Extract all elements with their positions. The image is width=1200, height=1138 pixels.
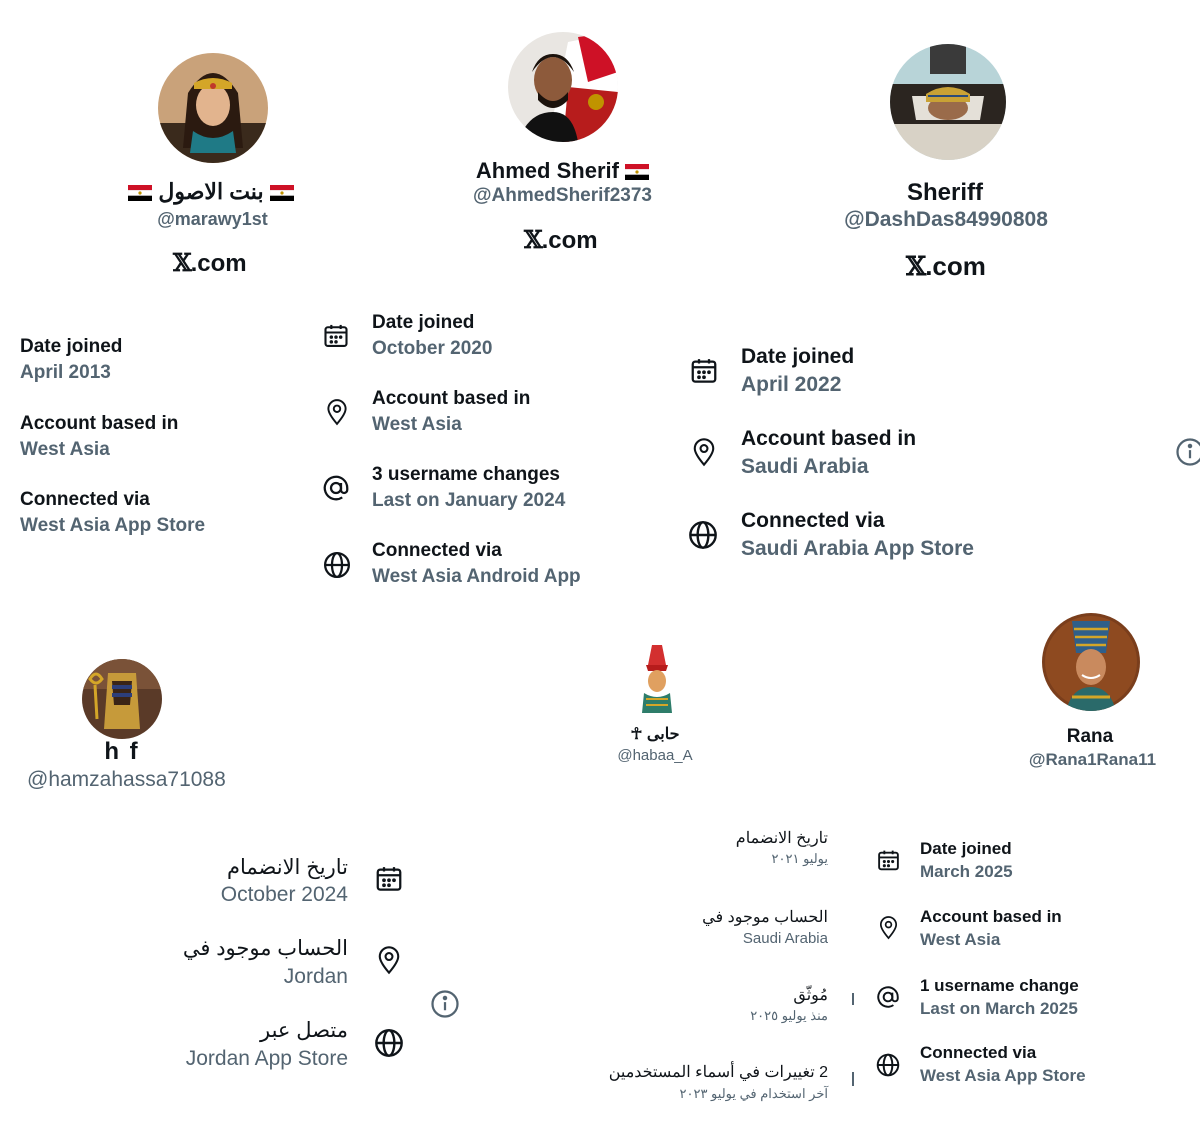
avatar-ahmedsherif[interactable]: [508, 32, 618, 142]
profile-handle-habaa[interactable]: @habaa_A: [617, 747, 693, 764]
connected-via-value: West Asia App Store: [20, 515, 206, 536]
location-pin-icon: [375, 945, 403, 975]
connected-via-label: Connected via: [741, 509, 885, 532]
account-based-value: West Asia: [920, 930, 1001, 949]
account-based-value: Jordan: [283, 965, 348, 988]
username-changes-value: Last on March 2025: [920, 999, 1078, 1018]
calendar-icon: [322, 322, 350, 350]
site-link-ahmedsherif[interactable]: 𝕏.com: [524, 225, 598, 254]
avatar-habaa[interactable]: [632, 643, 682, 718]
info-icon[interactable]: [1175, 437, 1200, 467]
profile-handle-marawy1st[interactable]: @marawy1st: [157, 209, 268, 229]
profile-name-habaa: حابى ☥: [630, 726, 680, 743]
account-based-value: West Asia: [20, 439, 110, 460]
username-changes-value: Last on January 2024: [372, 490, 566, 511]
x-logo-icon: 𝕏: [173, 248, 191, 277]
profile-name-ahmedsherif: Ahmed Sherif: [460, 158, 665, 184]
connected-via-value: Jordan App Store: [185, 1047, 348, 1070]
x-logo-icon: 𝕏: [524, 225, 542, 254]
profile-handle-sheriff[interactable]: @DashDas84990808: [844, 208, 1048, 231]
location-pin-icon: [324, 398, 350, 426]
at-sign-icon: [321, 473, 351, 503]
date-joined-value: April 2013: [20, 362, 111, 383]
account-based-label: Account based in: [741, 427, 917, 450]
calendar-icon: [374, 864, 404, 894]
profile-name-marawy1st: بنت الاصول: [126, 179, 296, 205]
connected-via-label-ar: متصل عبر: [260, 1019, 348, 1042]
username-changes-label-ar: 2 تغييرات في أسماء المستخدمين: [608, 1064, 828, 1081]
date-joined-value-ar: يوليو ٢٠٢١: [771, 851, 828, 866]
connected-via-value: West Asia Android App: [372, 566, 581, 587]
connected-via-value: Saudi Arabia App Store: [741, 537, 974, 560]
divider-tick: [852, 993, 854, 1005]
date-joined-label: Date joined: [20, 336, 123, 357]
account-based-label: Account based in: [20, 413, 179, 434]
account-based-value: Saudi Arabia: [742, 930, 828, 947]
date-joined-value: October 2024: [220, 883, 348, 906]
calendar-icon: [689, 356, 719, 386]
date-joined-label: Date joined: [741, 345, 855, 368]
account-based-label: Account based in: [920, 907, 1062, 926]
location-pin-icon: [877, 915, 900, 940]
date-joined-value: April 2022: [741, 373, 842, 396]
account-based-value: West Asia: [372, 414, 462, 435]
verified-label-ar: مُوثّق: [793, 987, 828, 1004]
username-changes-label: 1 username change: [920, 976, 1079, 995]
avatar-sheriff[interactable]: [890, 44, 1006, 160]
globe-icon: [687, 519, 719, 551]
profile-name-sheriff: Sheriff: [906, 179, 983, 206]
verified-value-ar: منذ يوليو ٢٠٢٥: [750, 1008, 828, 1023]
avatar-rana[interactable]: [1042, 613, 1140, 711]
connected-via-value: West Asia App Store: [920, 1066, 1086, 1085]
date-joined-label-ar: تاريخ الانضمام: [226, 856, 348, 879]
username-changes-label: 3 username changes: [372, 464, 560, 485]
profile-handle-rana[interactable]: @Rana1Rana11: [1028, 750, 1157, 769]
egypt-flag-icon: [128, 185, 152, 201]
avatar-marawy1st[interactable]: [158, 53, 268, 163]
date-joined-label: Date joined: [372, 312, 475, 333]
globe-icon: [322, 550, 352, 580]
avatar-hamzahassa[interactable]: [82, 659, 162, 739]
date-joined-label: Date joined: [920, 839, 1012, 858]
profile-handle-hamzahassa[interactable]: @hamzahassa71088: [27, 768, 226, 791]
profile-name-hamzahassa: h f: [104, 738, 140, 765]
date-joined-label-ar: تاريخ الانضمام: [735, 830, 828, 847]
account-based-label-ar: الحساب موجود في: [182, 937, 348, 960]
connected-via-label: Connected via: [20, 489, 150, 510]
at-sign-icon: [875, 984, 901, 1010]
divider-tick: [852, 1072, 854, 1086]
info-icon[interactable]: [430, 989, 460, 1019]
egypt-flag-icon: [625, 164, 649, 180]
date-joined-value: March 2025: [920, 862, 1013, 881]
site-link-marawy1st[interactable]: 𝕏.com: [173, 248, 247, 277]
location-pin-icon: [690, 437, 718, 467]
site-link-sheriff[interactable]: 𝕏.com: [906, 251, 986, 282]
connected-via-label: Connected via: [372, 540, 502, 561]
account-based-label-ar: الحساب موجود في: [702, 909, 828, 926]
egypt-flag-icon: [270, 185, 294, 201]
date-joined-value: October 2020: [372, 338, 493, 359]
profile-name-rana: Rana: [1066, 726, 1114, 747]
connected-via-label: Connected via: [920, 1043, 1037, 1062]
globe-icon: [373, 1027, 405, 1059]
username-changes-value-ar: آخر استخدام في يوليو ٢٠٢٣: [679, 1086, 828, 1101]
account-based-value: Saudi Arabia: [741, 455, 869, 478]
calendar-icon: [876, 848, 901, 873]
profile-handle-ahmedsherif[interactable]: @AhmedSherif2373: [472, 185, 653, 206]
x-logo-icon: 𝕏: [906, 252, 926, 282]
globe-icon: [875, 1052, 901, 1078]
account-based-label: Account based in: [372, 388, 531, 409]
